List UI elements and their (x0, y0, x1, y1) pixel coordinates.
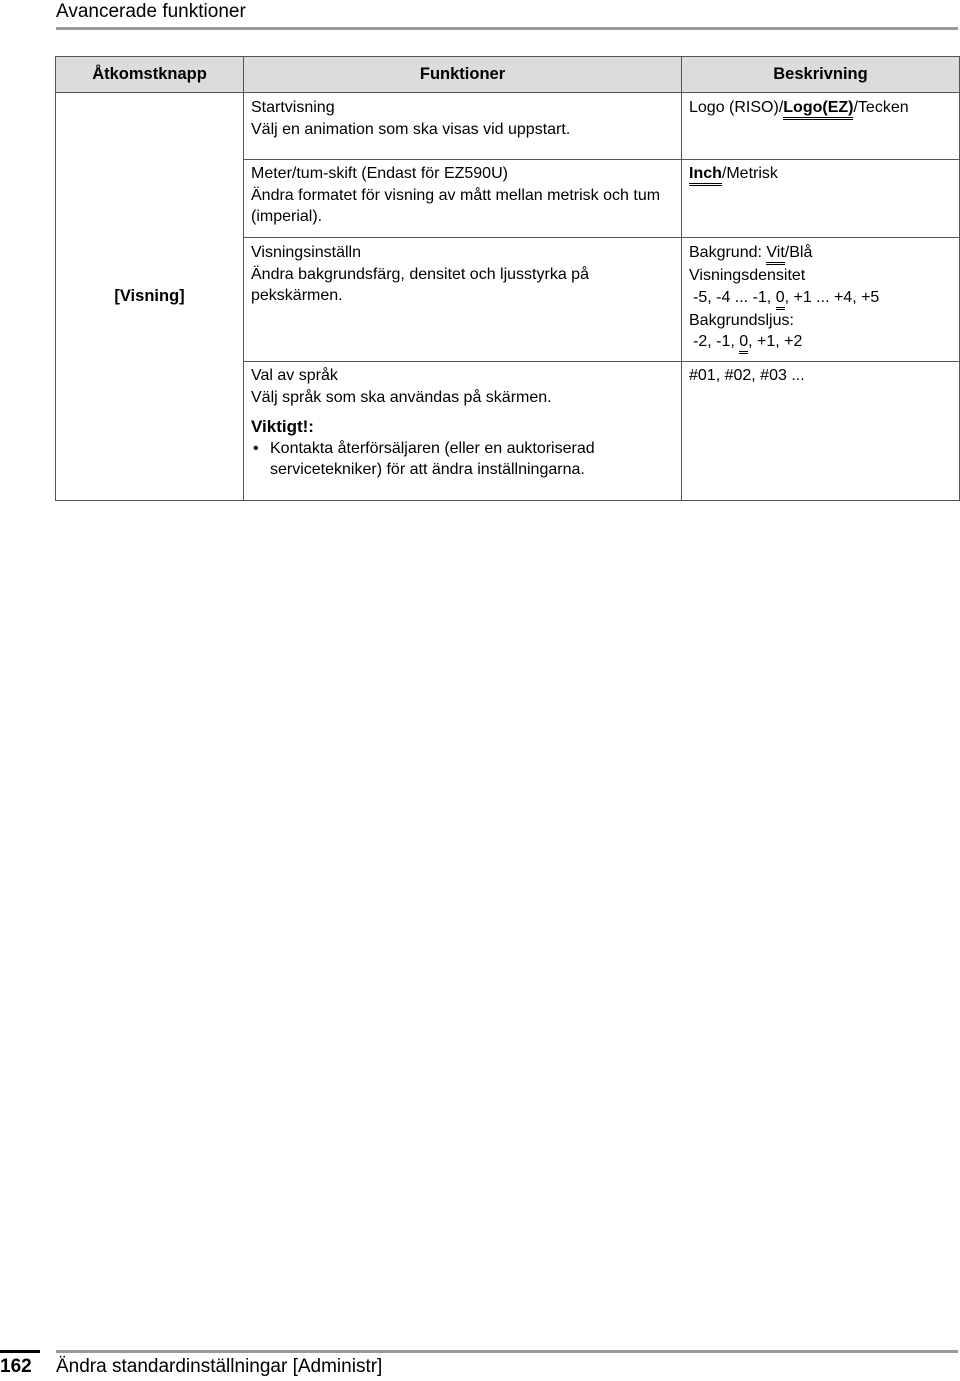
description-startup (682, 93, 959, 159)
default-option: Vit (766, 244, 784, 265)
function-language (244, 361, 681, 500)
function-title: Val av språk (251, 367, 338, 384)
access-key-label: [Visning] (114, 286, 185, 305)
section-title: Avancerade funktioner (56, 1, 246, 22)
function-description: Ändra bakgrundsfärg, densitet och ljusstyrka på pekskärmen. (251, 265, 589, 304)
column-header-description: Beskrivning (682, 57, 960, 93)
important-text: Kontakta återförsäljaren (eller en auktoriserad servicetekniker) för att ändra inställningarna. (270, 439, 595, 478)
option-text: , +1, +2 (748, 333, 803, 350)
function-unit-switch (244, 159, 681, 237)
bullet-icon: • (253, 439, 259, 457)
footer-rule-left (0, 1350, 40, 1353)
page-header (56, 0, 960, 30)
function-description: Ändra formatet för visning av mått mellan metrisk och tum (imperial). (251, 186, 661, 225)
footer-rule-right (56, 1350, 958, 1353)
function-title: Meter/tum-skift (Endast för EZ590U) (251, 165, 508, 182)
option-text: Logo (RISO)/ (689, 99, 784, 116)
access-key-cell (56, 93, 244, 501)
description-display-settings (682, 237, 959, 361)
settings-table (55, 56, 960, 501)
description-language (682, 361, 959, 500)
table-header-row (56, 57, 960, 93)
option-text: /Metrisk (721, 165, 778, 182)
page-number: 162 (0, 1356, 32, 1377)
important-label: Viktigt!: (251, 417, 314, 436)
table-row (56, 93, 960, 501)
function-description: Välj språk som ska användas på skärmen. (251, 388, 552, 406)
header-rule (56, 27, 958, 30)
column-header-functions: Funktioner (244, 57, 682, 93)
option-text: -2, -1, (693, 333, 740, 350)
option-text: /Tecken (853, 99, 909, 116)
option-text: /Blå (784, 244, 813, 261)
important-note (251, 438, 674, 481)
function-title: Startvisning (251, 99, 335, 116)
option-text: -5, -4 ... -1, (693, 288, 776, 306)
function-description: Välj en animation som ska visas vid uppstart. (251, 120, 571, 138)
description-unit-switch (682, 159, 959, 237)
default-option: 0 (776, 289, 785, 310)
brightness-label: Bakgrundsljus: (689, 311, 794, 329)
page-footer (0, 1348, 960, 1381)
function-title: Visningsinställn (251, 244, 361, 261)
default-option: 0 (739, 333, 748, 354)
background-option (689, 242, 952, 265)
function-startup (244, 93, 681, 159)
column-header-access-key: Åtkomstknapp (56, 57, 244, 93)
default-option: Logo(EZ) (783, 99, 853, 120)
brightness-values (689, 331, 952, 354)
default-option: Inch (689, 165, 722, 186)
option-label: Bakgrund: (689, 244, 767, 261)
option-text: #01, #02, #03 ... (689, 367, 805, 384)
description-cell (682, 93, 960, 501)
density-values (689, 287, 952, 310)
function-display-settings (244, 237, 681, 361)
option-text: , +1 ... +4, +5 (784, 288, 880, 306)
density-label: Visningsdensitet (689, 267, 806, 284)
functions-cell (244, 93, 682, 501)
chapter-title: Ändra standardinställningar [Administr] (56, 1356, 383, 1377)
